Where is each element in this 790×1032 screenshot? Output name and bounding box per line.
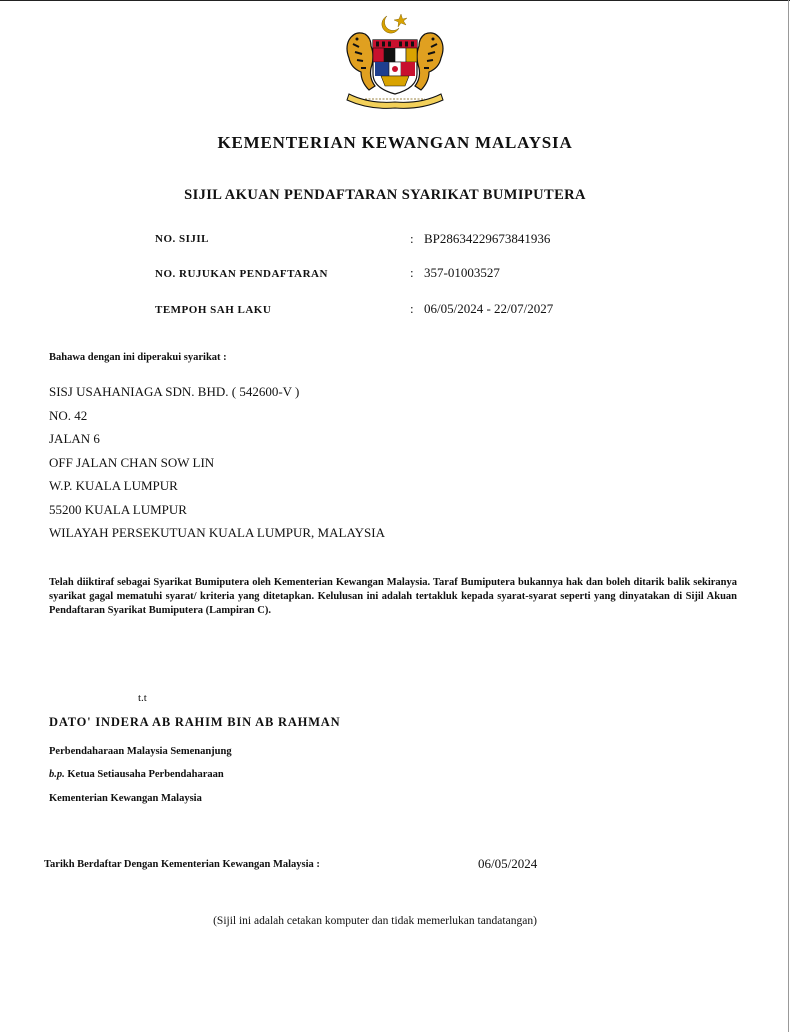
company-address <box>49 380 385 545</box>
address-line: W.P. KUALA LUMPUR <box>49 478 178 493</box>
computer-printout-note: (Sijil ini adalah cetakan komputer dan tidak memerlukan tandatangan) <box>213 915 537 927</box>
company-name-line: SISJ USAHANIAGA SDN. BHD. ( 542600-V ) <box>49 384 300 399</box>
recognition-statement: Telah diiktiraf sebagai Syarikat Bumiputera oleh Kementerian Kewangan Malaysia. Taraf Bumiputera bukannya hak dan boleh ditarik balik sekiranya syarikat gagal mematuhi syarat/ kriteria yang ditetapkan. Kelulusan ini adalah tertakluk kepada syarat-syarat seperti yang dinyatakan di Sijil Akuan Pendaftaran Syarikat Bumiputera (Lampiran C). <box>49 577 737 616</box>
registration-ref-value: 357-01003527 <box>424 265 500 280</box>
signatory-name: DATO' INDERA AB RAHIM BIN AB RAHMAN <box>49 715 341 729</box>
certification-intro: Bahawa dengan ini diperakui syarikat : <box>49 352 227 363</box>
signatory-department: Perbendaharaan Malaysia Semenanjung <box>49 746 232 757</box>
registration-ref-colon: : <box>410 265 414 280</box>
registration-ref-label: NO. RUJUKAN PENDAFTARAN <box>155 268 328 280</box>
validity-period-value: 06/05/2024 - 22/07/2027 <box>424 301 554 316</box>
address-line: NO. 42 <box>49 407 88 423</box>
signatory-title <box>49 769 224 780</box>
address-line: WILAYAH PERSEKUTUAN KUALA LUMPUR, MALAYSIA <box>49 525 385 540</box>
address-line: OFF JALAN CHAN SOW LIN <box>49 454 215 470</box>
cert-number-colon: : <box>410 231 414 246</box>
malaysia-coat-of-arms-icon <box>335 10 455 110</box>
validity-period-colon: : <box>410 301 414 316</box>
validity-period-label: TEMPOH SAH LAKU <box>155 304 272 316</box>
cert-number-label: NO. SIJIL <box>155 233 210 245</box>
top-border <box>0 0 790 1</box>
address-line: JALAN 6 <box>49 431 100 446</box>
right-border <box>788 0 789 1032</box>
registration-date-label: Tarikh Berdaftar Dengan Kementerian Kewangan Malaysia : <box>44 859 320 870</box>
ministry-title: KEMENTERIAN KEWANGAN MALAYSIA <box>217 133 573 152</box>
signatory-title-text: Ketua Setiausaha Perbendaharaan <box>67 769 224 780</box>
registration-date-value: 06/05/2024 <box>478 856 538 871</box>
bp-prefix: b.p. <box>49 769 65 780</box>
address-line: 55200 KUALA LUMPUR <box>49 501 187 517</box>
cert-number-value: BP28634229673841936 <box>424 231 551 246</box>
certificate-title: SIJIL AKUAN PENDAFTARAN SYARIKAT BUMIPUTERA <box>184 187 586 203</box>
signature-tt: t.t <box>138 692 147 704</box>
signatory-ministry: Kementerian Kewangan Malaysia <box>49 793 202 804</box>
